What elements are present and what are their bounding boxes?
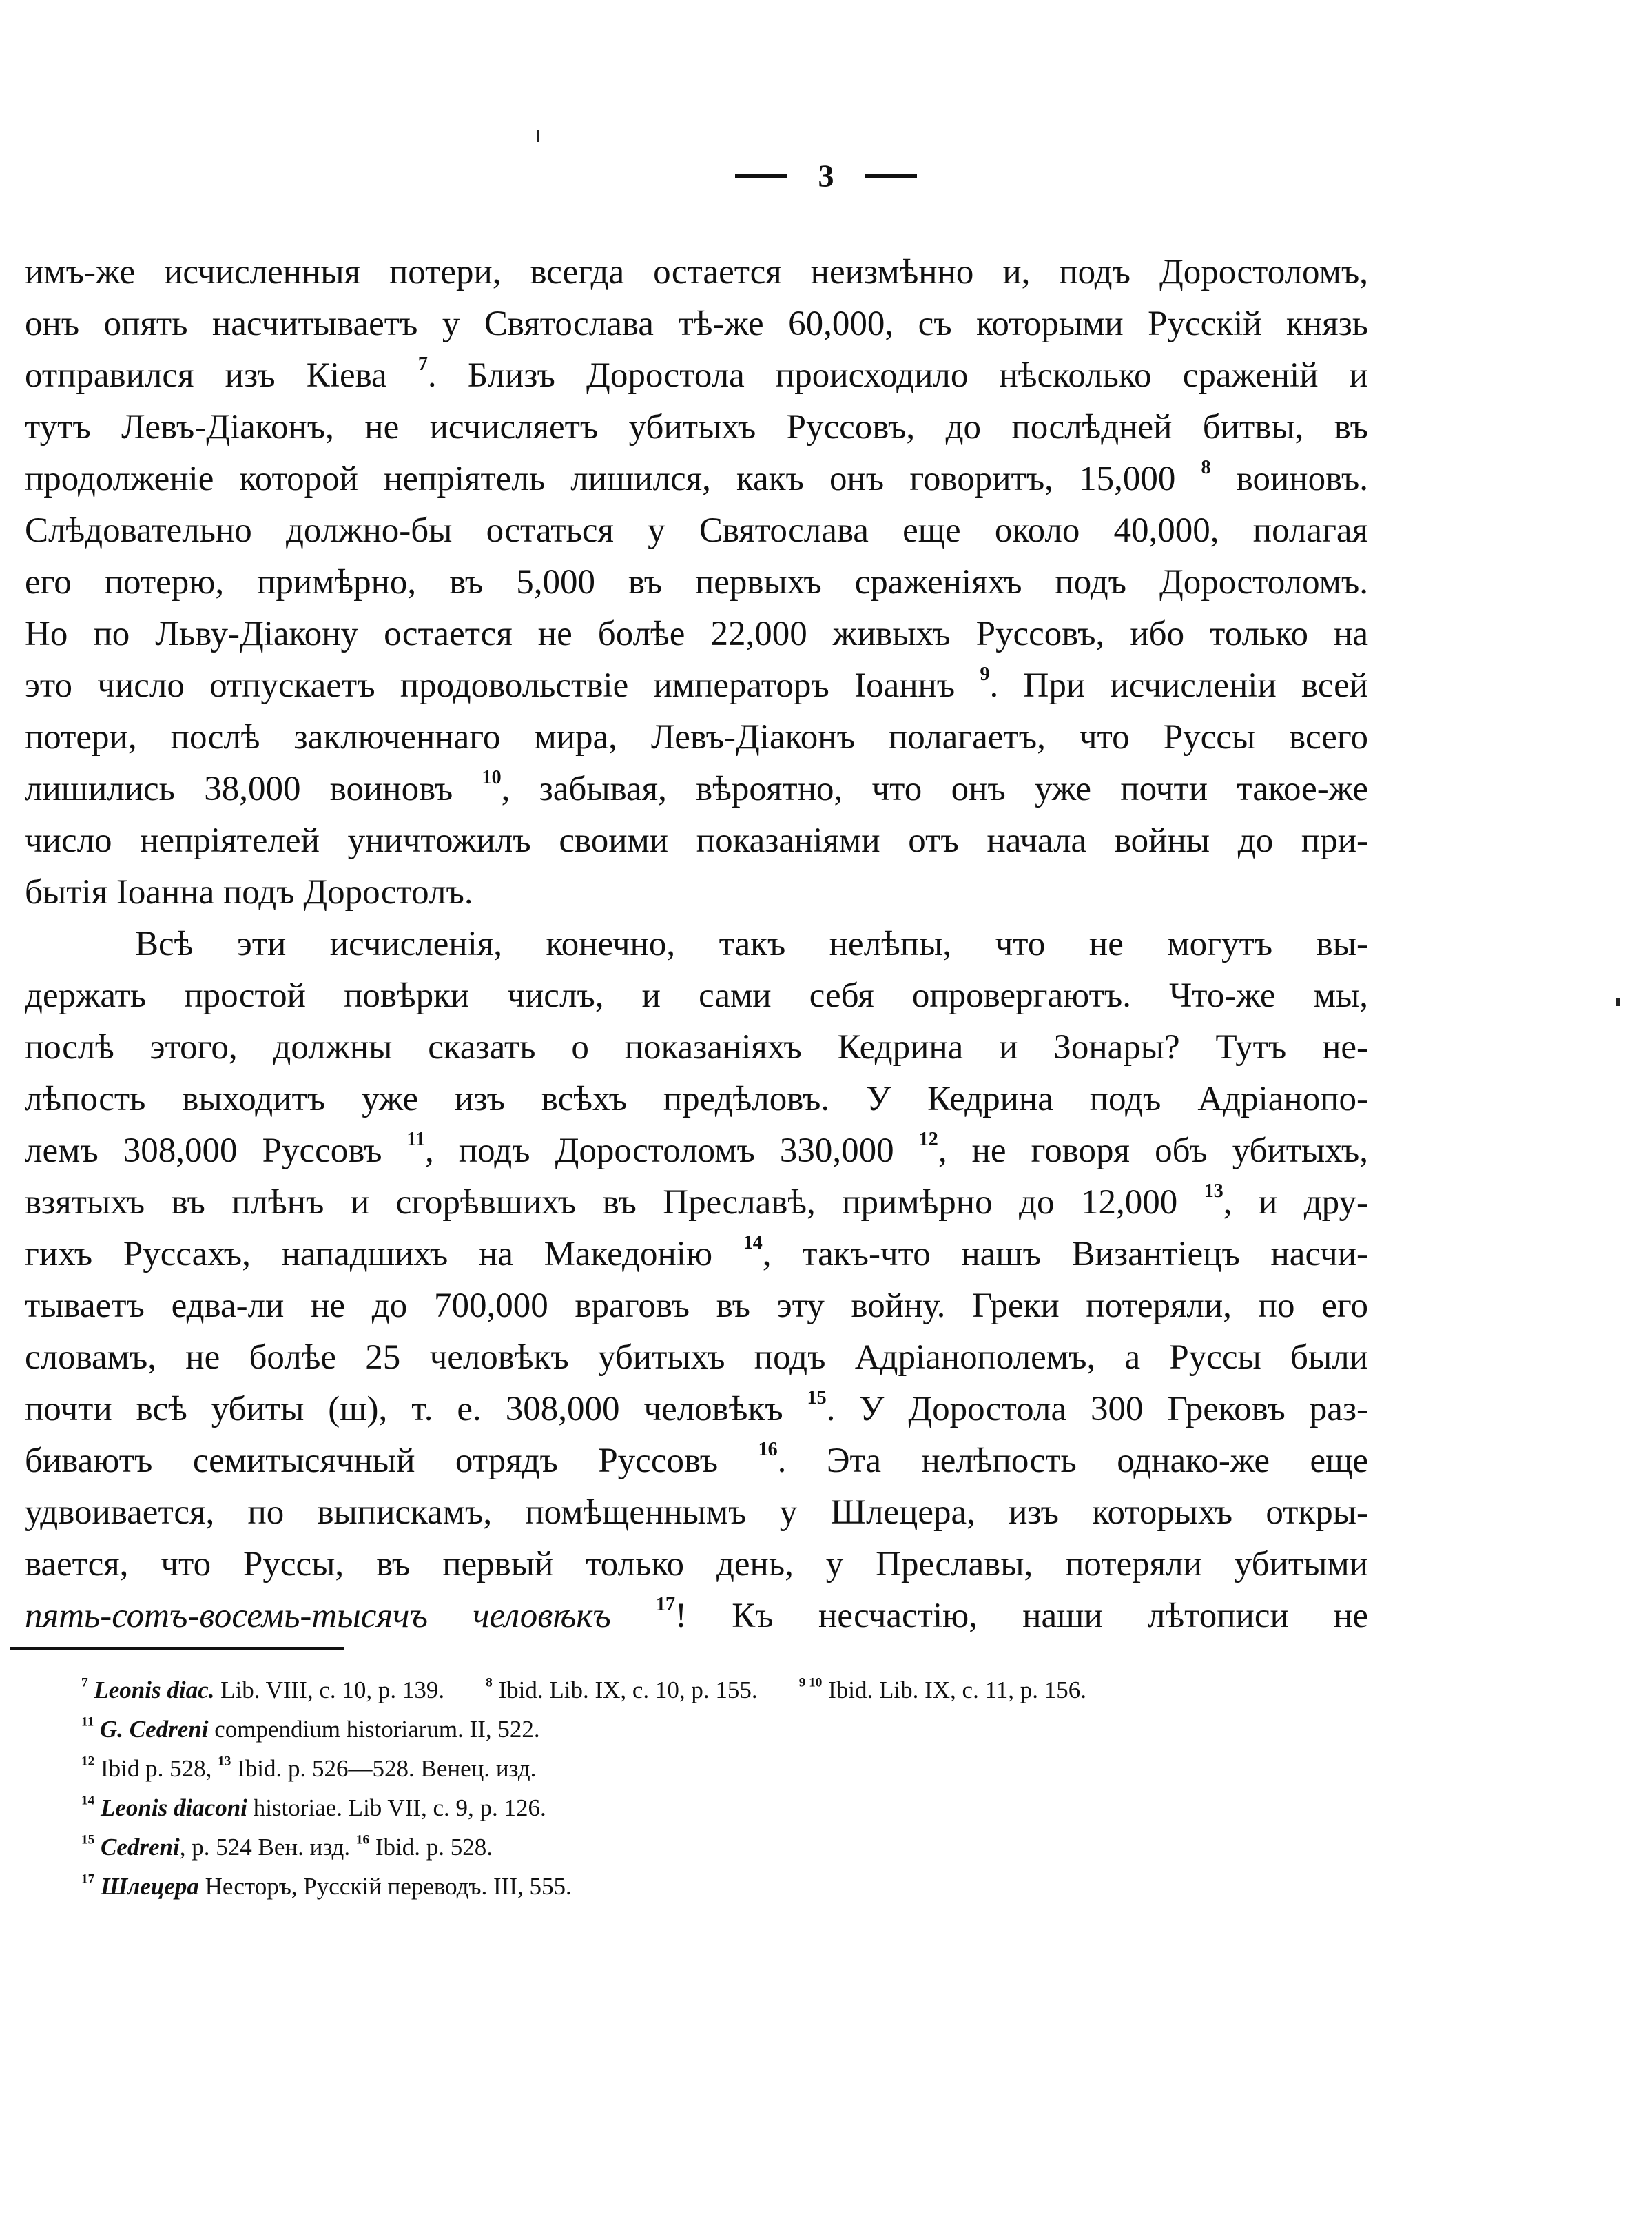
text-line (25, 1074, 1368, 1125)
text-line (25, 1487, 1368, 1539)
footnote-ref: 14 (743, 1232, 763, 1254)
text-run: , и дру- (1223, 1183, 1368, 1222)
footnote-text: Ibid. p. 528. (375, 1834, 493, 1861)
scan-speck (537, 130, 539, 142)
text-run (611, 1597, 656, 1635)
page-header (0, 157, 1652, 192)
footnote-number: 11 (81, 1714, 94, 1730)
footnote (81, 1827, 1086, 1867)
scan-speck (1616, 998, 1620, 1006)
footnote-text: Ibid. p. 526—528. Венец. изд. (237, 1755, 537, 1782)
text-line (25, 1590, 1368, 1642)
footnote-number: 13 (218, 1754, 231, 1769)
text-run: имъ-же исчисленныя потери, всегда остается неизмѣнно и, подъ Доростоломъ, (25, 253, 1368, 291)
footnote-number: 15 (81, 1832, 95, 1847)
footnote-separator (10, 1647, 344, 1650)
footnote-ref: 13 (1204, 1180, 1223, 1202)
text-line (25, 919, 1368, 970)
text-run: его потерю, примѣрно, въ 5,000 въ первыхъ сраженіяхъ подъ Доростоломъ. (25, 563, 1368, 602)
footnote-text: Lib. VIII, c. 10, p. 139. (214, 1677, 445, 1703)
header-dash-right (865, 174, 917, 178)
text-line (25, 350, 1368, 402)
text-line (25, 453, 1368, 505)
text-run: удвоивается, по выпискамъ, помѣщеннымъ у Шлецера, изъ которыхъ откры- (25, 1493, 1368, 1532)
text-run: тутъ Левъ-Діаконъ, не исчисляетъ убитыхъ Руссовъ, до послѣдней битвы, въ (25, 408, 1368, 447)
text-run: гихъ Руссахъ, нападшихъ на Македонію (25, 1235, 743, 1273)
text-run: словамъ, не болѣе 25 человѣкъ убитыхъ подъ Адріанополемъ, а Руссы были (25, 1338, 1368, 1377)
footnote-ref: 8 (1201, 457, 1211, 479)
footnote-text: Ibid. Lib. IX, c. 10, p. 155. (498, 1677, 758, 1703)
text-run: , не говоря объ убитыхъ, (938, 1131, 1368, 1170)
text-run: . У Доростола 300 Грековъ раз- (826, 1390, 1368, 1428)
text-run: Слѣдовательно должно-бы остаться у Святослава еще около 40,000, полагая (25, 511, 1368, 550)
footnote (81, 1710, 1086, 1749)
text-line (25, 402, 1368, 453)
text-line (25, 608, 1368, 660)
text-line (25, 1280, 1368, 1332)
footnote-ref: 16 (758, 1439, 778, 1461)
text-run: ! Къ несчастію, наши лѣтописи не (675, 1597, 1368, 1635)
text-run: почти всѣ убиты (ш), т. е. 308,000 человѣкъ (25, 1390, 807, 1428)
text-run: Всѣ эти исчисленія, конечно, такъ нелѣпы, что не могутъ вы- (135, 925, 1368, 963)
text-run: послѣ этого, должны сказать о показаніяхъ Кедрина и Зонары? Тутъ не- (25, 1028, 1368, 1067)
footnote (81, 1749, 1086, 1788)
text-run: онъ опять насчитываетъ у Святослава тѣ-же 60,000, съ которыми Русскій князь (25, 305, 1368, 343)
text-line (25, 1539, 1368, 1590)
footnote-ref: 7 (417, 353, 428, 376)
footnote-source: G. Cedreni (99, 1716, 209, 1743)
text-line (25, 557, 1368, 608)
text-line (25, 1177, 1368, 1229)
text-line (25, 660, 1368, 712)
text-run: лѣпость выходитъ уже изъ всѣхъ предѣловъ. У Кедрина подъ Адріанопо- (25, 1080, 1368, 1118)
footnote (81, 1670, 1086, 1710)
text-line (25, 1332, 1368, 1384)
text-run: держать простой повѣрки числъ, и сами себя опровергаютъ. Что-же мы, (25, 976, 1368, 1015)
text-line (25, 1435, 1368, 1487)
text-run: . Эта нелѣпость однако-же еще (777, 1442, 1368, 1480)
text-run: , забывая, вѣроятно, что онъ уже почти такое-же (501, 770, 1368, 808)
main-text (25, 247, 1368, 1642)
text-line (25, 815, 1368, 867)
footnote-text: Несторъ, Русскій переводъ. III, 555. (198, 1873, 572, 1900)
footnote-number: 17 (81, 1872, 95, 1887)
text-line (25, 712, 1368, 763)
footnote-number: 7 (81, 1675, 88, 1690)
footnote-ref: 10 (482, 767, 502, 789)
footnote-number: 8 (486, 1675, 493, 1690)
footnote-text: historiae. Lib VII, c. 9, p. 126. (247, 1794, 546, 1821)
text-run: . При исчисленіи всей (989, 666, 1369, 705)
footnote-ref: 9 (980, 664, 990, 686)
footnote-source: Leonis diaconi (101, 1794, 247, 1821)
text-line (25, 298, 1368, 350)
footnote-number: 14 (81, 1793, 95, 1808)
text-line (25, 505, 1368, 557)
footnote-ref: 11 (406, 1129, 426, 1151)
footnote-text: Ibid p. 528, (101, 1755, 218, 1782)
text-line (25, 1384, 1368, 1435)
text-line (25, 970, 1368, 1022)
text-run: , подъ Доростоломъ 330,000 (425, 1131, 919, 1170)
footnote-source: Leonis diac. (94, 1677, 215, 1703)
footnote-ref: 15 (807, 1387, 827, 1409)
text-run: бытія Іоанна подъ Доростолъ. (25, 873, 473, 912)
text-run: продолженіе которой непріятель лишился, какъ онъ говоритъ, 15,000 (25, 460, 1201, 498)
emphasized-phrase: пять-сотъ-восемь-тысячъ человѣкъ (25, 1597, 611, 1635)
text-line (25, 867, 1368, 919)
text-run: взятыхъ въ плѣнъ и сгорѣвшихъ въ Преславѣ, примѣрно до 12,000 (25, 1183, 1204, 1222)
footnote-text: compendium historiarum. II, 522. (208, 1716, 540, 1743)
footnote-ref: 12 (918, 1129, 938, 1151)
text-line (25, 1229, 1368, 1280)
text-line (25, 1022, 1368, 1074)
text-run: отправился изъ Кіева (25, 356, 418, 395)
text-line (25, 1125, 1368, 1177)
text-line (25, 763, 1368, 815)
text-run: воиновъ. (1210, 460, 1369, 498)
text-run: это число отпускаетъ продовольствіе императоръ Іоаннъ (25, 666, 980, 705)
text-run: биваютъ семитысячный отрядъ Руссовъ (25, 1442, 758, 1480)
footnote-source: Cedreni (101, 1834, 180, 1861)
text-run: вается, что Руссы, въ первый только день, у Преславы, потеряли убитыми (25, 1545, 1368, 1583)
page-number: 3 (818, 158, 834, 194)
footnote-ref: 17 (656, 1594, 676, 1616)
text-run: Но по Льву-Діакону остается не болѣе 22,000 живыхъ Руссовъ, ибо только на (25, 615, 1368, 653)
text-run: тываетъ едва-ли не до 700,000 враговъ въ эту войну. Греки потеряли, по его (25, 1287, 1368, 1325)
footnote-number: 12 (81, 1754, 95, 1769)
header-dash-left (735, 174, 787, 178)
text-run: . Близъ Доростола происходило нѣсколько сраженій и (427, 356, 1368, 395)
footnote-source: Шлецера (101, 1873, 199, 1900)
text-run: , такъ-что нашъ Византіецъ насчи- (762, 1235, 1368, 1273)
text-line (25, 247, 1368, 298)
text-run: число непріятелей уничтожилъ своими показаніями отъ начала войны до при- (25, 821, 1368, 860)
footnote (81, 1788, 1086, 1827)
text-run: потери, послѣ заключеннаго мира, Левъ-Діаконъ полагаетъ, что Руссы всего (25, 718, 1368, 757)
footnotes (81, 1670, 1086, 1906)
text-run: лемъ 308,000 Руссовъ (25, 1131, 407, 1170)
footnote-text: , p. 524 Вен. изд. (179, 1834, 356, 1861)
footnote-number: 16 (355, 1832, 370, 1847)
text-run: лишились 38,000 воиновъ (25, 770, 482, 808)
footnote-text: Ibid. Lib. IX, c. 11, p. 156. (828, 1677, 1087, 1703)
footnote-number: 9 10 (798, 1675, 823, 1690)
footnote (81, 1867, 1086, 1906)
